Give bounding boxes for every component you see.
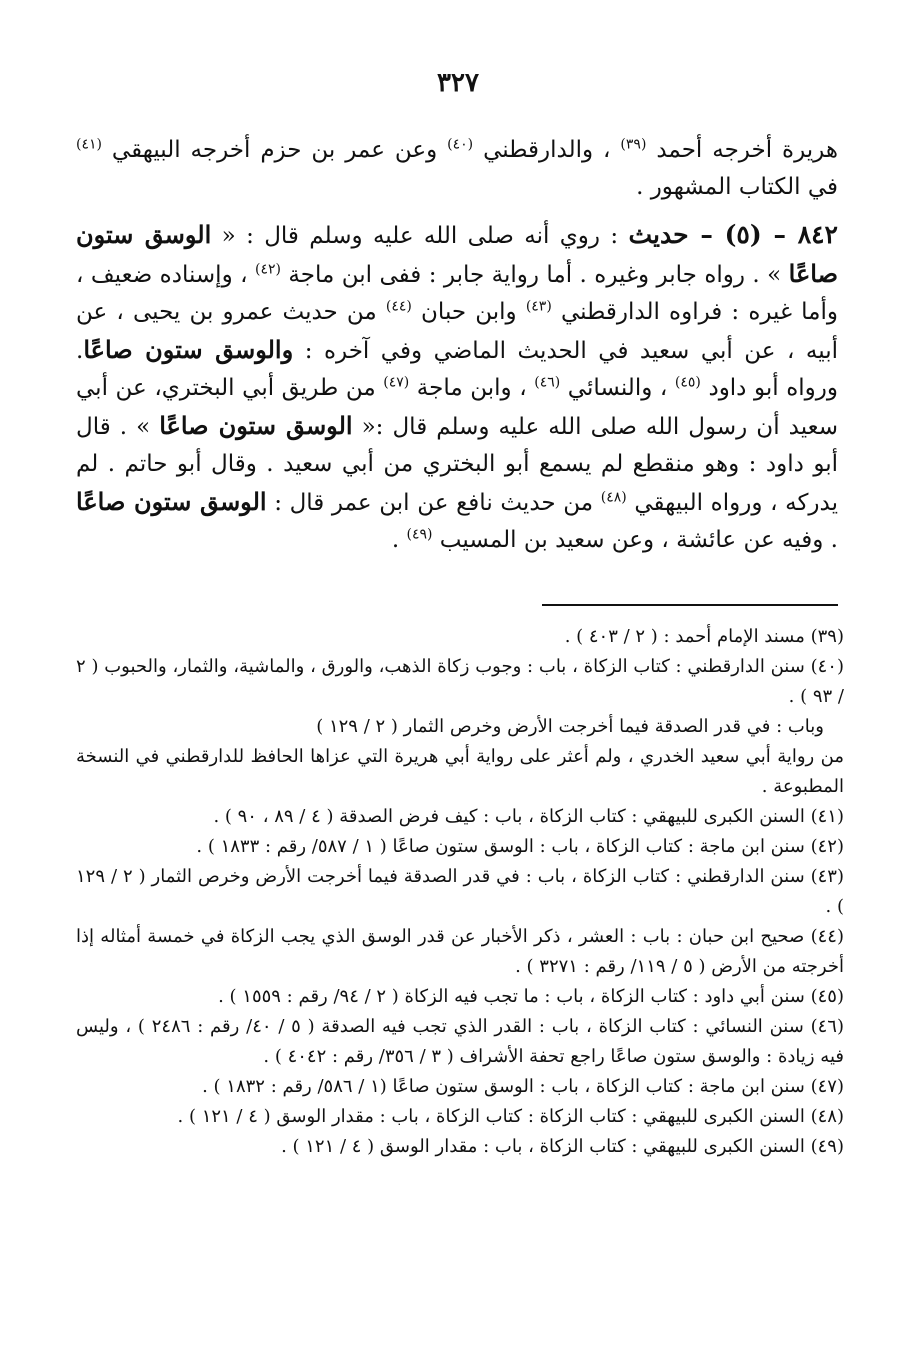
- footnote-ref-39[interactable]: (٣٩): [620, 136, 647, 153]
- text-span: من حديث عمرو بن يحيى ، عن أبيه ، عن أبي سعيد في الحديث الماضي وفي آخره :: [76, 299, 838, 364]
- footnote-ref-49[interactable]: (٤٩): [406, 526, 433, 543]
- text-span: ، وابن ماجة: [409, 375, 535, 401]
- footnote-ref-43[interactable]: (٤٣): [525, 298, 552, 315]
- footnote-46: (٤٦) سنن النسائي : كتاب الزكاة ، باب : القدر الذي تجب فيه الصدقة ( ٥ / ٤٠/ رقم : ٢٤٨٦ ) ، وليس فيه زيادة : والوسق ستون صاعًا راجع تحفة الأشراف ( ٣ / ٣٥٦/ رقم : ٤٠٤٢ ) .: [76, 1016, 844, 1067]
- footnote-ref-42[interactable]: (٤٢): [254, 261, 281, 278]
- text-span: . ورواه أبو داود: [76, 338, 839, 401]
- text-span: وابن حبان: [411, 299, 526, 325]
- footnote-41: (٤١) السنن الكبرى للبيهقي : كتاب الزكاة ، باب : كيف فرض الصدقة ( ٤ / ٨٩ ، ٩٠ ) .: [213, 806, 844, 827]
- footnote-45: (٤٥) سنن أبي داود : كتاب الزكاة ، باب : ما تجب فيه الزكاة ( ٢ / ٩٤/ رقم : ١٥٥٩ ) .: [218, 986, 844, 1007]
- paragraph-continuation: [76, 132, 838, 206]
- page-number: ٣٢٧: [437, 68, 479, 98]
- footnote-43: (٤٣) سنن الدارقطني : كتاب الزكاة ، باب : في قدر الصدقة فيما أخرجت الأرض وخرص الثمار ( ٢ / ١٢٩ ) .: [76, 866, 844, 917]
- footnote-ref-44[interactable]: (٤٤): [385, 298, 412, 315]
- footnotes: [76, 622, 844, 1162]
- footnote-48: (٤٨) السنن الكبرى للبيهقي : كتاب الزكاة : كتاب الزكاة ، باب : مقدار الوسق ( ٤ / ١٢١ ) .: [177, 1106, 844, 1127]
- text-span: في الكتاب المشهور .: [636, 174, 838, 200]
- text-span: هريرة أخرجه أحمد: [646, 137, 838, 163]
- bold-quote: والوسق ستون صاعًا: [83, 335, 294, 364]
- footnote-39: (٣٩) مسند الإمام أحمد : ( ٢ / ٤٠٣ ) .: [564, 626, 844, 647]
- bold-quote: الوسق ستون صاعًا: [76, 487, 267, 516]
- footnote-ref-45[interactable]: (٤٥): [674, 374, 701, 391]
- text-span: » . رواه جابر وغيره . أما رواية جابر : ففى ابن ماجة: [280, 262, 789, 288]
- bold-quote: الوسق ستون صاعًا: [159, 411, 353, 440]
- hadith-paragraph: [76, 216, 838, 559]
- footnote-42: (٤٢) سنن ابن ماجة : كتاب الزكاة ، باب : الوسق ستون صاعًا ( ١ / ٥٨٧/ رقم : ١٨٣٣ ) .: [196, 836, 844, 857]
- text-span: : روي أنه صلى الله عليه وسلم قال : «: [211, 223, 629, 249]
- footnote-40-continued: وباب : في قدر الصدقة فيما أخرجت الأرض وخرص الثمار ( ٢ / ١٢٩ ): [316, 716, 824, 737]
- footnote-49: (٤٩) السنن الكبرى للبيهقي : كتاب الزكاة ، باب : مقدار الوسق ( ٤ / ١٢١ ) .: [281, 1136, 844, 1157]
- text-span: ، والنسائي: [560, 375, 675, 401]
- footnote-47: (٤٧) سنن ابن ماجة : كتاب الزكاة ، باب : الوسق ستون صاعًا (١ / ٥٨٦/ رقم : ١٨٣٢ ) .: [202, 1076, 844, 1097]
- text-span: وعن عمر بن حزم أخرجه البيهقي: [101, 137, 448, 163]
- text-span: » . قال أبو داود : وهو منقطع لم يسمع أبو البختري من أبي سعيد . وقال أبو حاتم . لم يدركه ، ورواه البيهقي: [76, 414, 838, 516]
- text-span: من طريق أبي البختري، عن أبي سعيد أن رسول الله صلى الله عليه وسلم قال :«: [76, 375, 839, 440]
- footnote-40-note: من رواية أبي سعيد الخدري ، ولم أعثر على رواية أبي هريرة التي عزاها الحافظ للدارقطني في النسخة المطبوعة .: [76, 746, 844, 797]
- footnote-44: (٤٤) صحيح ابن حبان : باب : العشر ، ذكر الأخبار عن قدر الوسق الذي يجب الزكاة في خمسة أمثاله إذا أخرجته من الأرض ( ٥ / ١١٩/ رقم : ٣٢٧١ ) .: [76, 926, 844, 977]
- text-span: ، والدارقطني: [473, 137, 621, 163]
- footnote-ref-41[interactable]: (٤١): [76, 136, 102, 153]
- footnote-separator: [542, 604, 838, 606]
- footnote-ref-40[interactable]: (٤٠): [447, 136, 474, 153]
- main-text: [76, 132, 838, 559]
- text-span: من حديث نافع عن ابن عمر قال :: [266, 490, 601, 516]
- text-span: .: [391, 527, 407, 553]
- hadith-heading: ٨٤٢ – (٥) – حديث: [628, 220, 838, 249]
- bold-quote: الوسق ستون صاعًا: [76, 220, 838, 288]
- text-span: . وفيه عن عائشة ، وعن سعيد بن المسيب: [432, 527, 838, 553]
- footnote-ref-48[interactable]: (٤٨): [600, 489, 627, 506]
- footnote-ref-46[interactable]: (٤٦): [534, 374, 561, 391]
- footnote-ref-47[interactable]: (٤٧): [383, 374, 410, 391]
- text-span: ، وإسناده ضعيف ، وأما غيره : فراوه الدارقطني: [76, 262, 839, 325]
- footnote-40: (٤٠) سنن الدارقطني : كتاب الزكاة ، باب : وجوب زكاة الذهب، والورق ، والماشية، والثمار، والحبوب ( ٢ / ٩٣ ) .: [76, 656, 844, 707]
